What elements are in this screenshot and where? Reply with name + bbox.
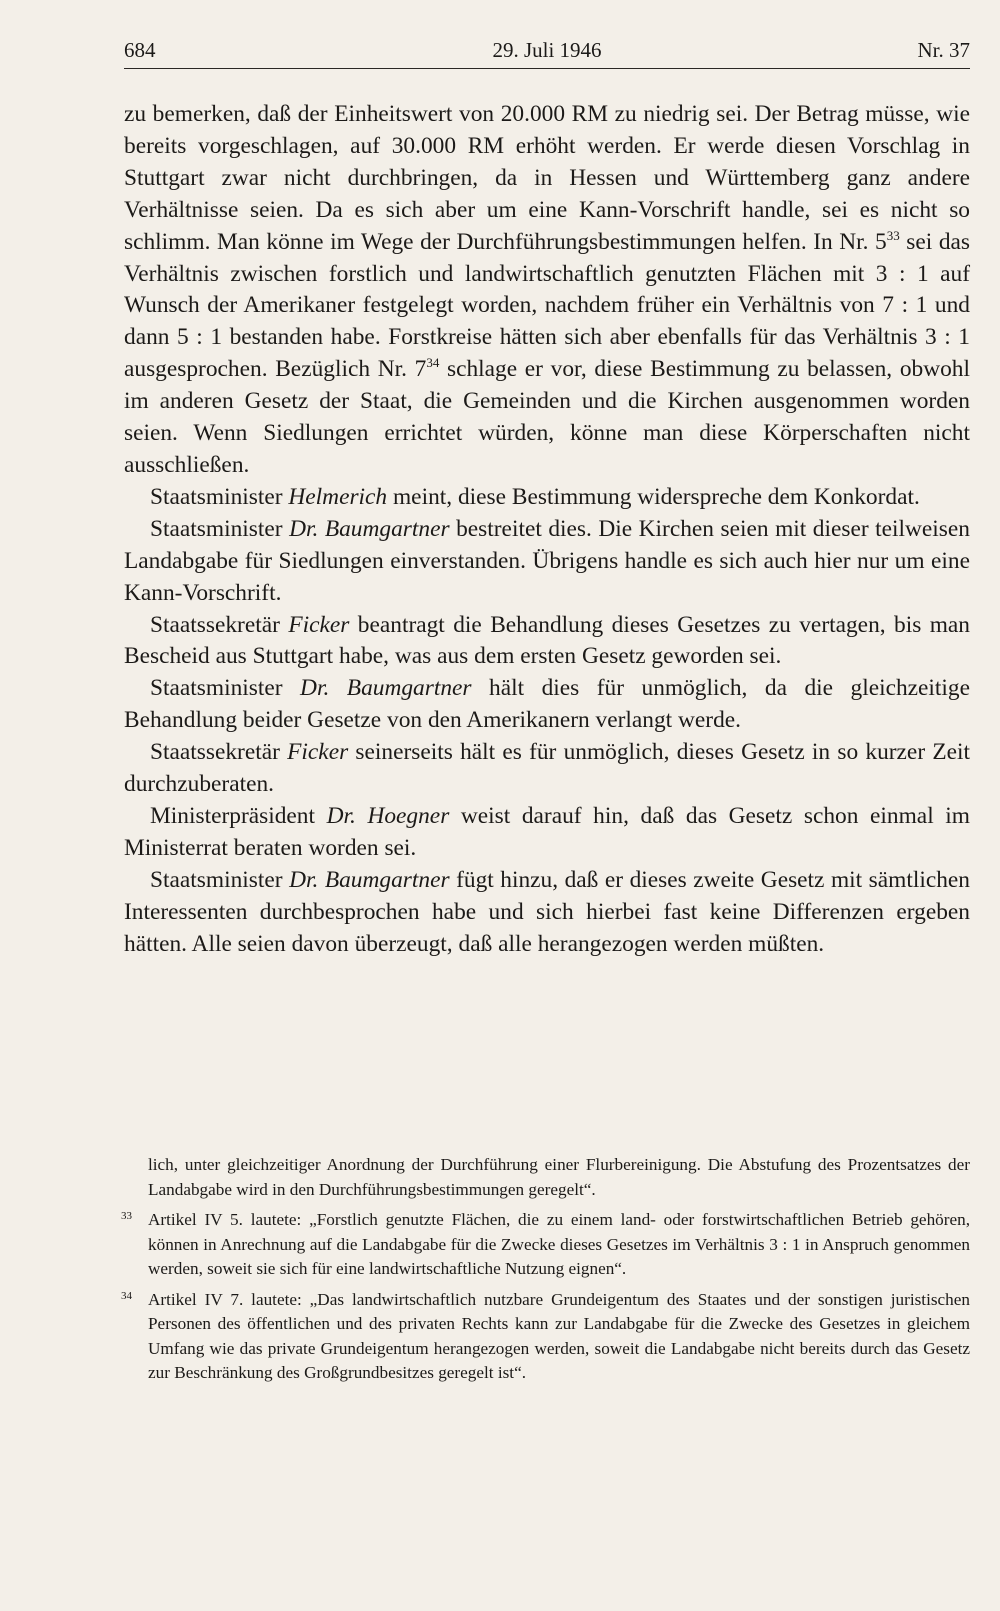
speaker-title: Ministerpräsident	[150, 802, 316, 829]
paragraph	[124, 801, 970, 865]
speaker-title: Staatssekretär	[150, 739, 280, 766]
text-run: weist darauf hin, daß das Gesetz schon einmal im Ministerrat beraten worden sei.	[124, 802, 970, 861]
footnote-number: 33	[121, 1210, 132, 1222]
speaker-name: Dr. Baumgartner	[289, 515, 450, 542]
speaker-name: Dr. Baumgartner	[289, 866, 450, 893]
running-header	[124, 38, 970, 69]
speaker-name: Dr. Hoegner	[326, 802, 450, 829]
main-text	[124, 99, 970, 960]
footnote-ref-33: 33	[886, 227, 900, 243]
paragraph	[124, 99, 970, 482]
paragraph	[124, 610, 970, 674]
paragraph	[124, 737, 970, 801]
footnote-ref-34: 34	[426, 355, 440, 371]
header-date: 29. Juli 1946	[492, 38, 602, 62]
speaker-name: Helmerich	[288, 483, 388, 510]
text-run: zu bemerken, daß der Einheitswert von 20.000 RM zu niedrig sei. Der Betrag müsse, wie bereits vorgeschlagen, auf 30.000 RM erhöht werden. Er werde diesen Vorschlag in Stuttgart zwar nicht durchbringen, da in Hessen und Württemberg ganz andere Verhältnisse seien. Da es sich aber um eine Kann-Vorschrift handle, sei es nicht so schlimm. Man könne im Wege der Durchführungsbestimmungen helfen. In Nr. 5	[124, 101, 970, 255]
speaker-name: Ficker	[287, 739, 349, 766]
speaker-title: Staatsminister	[150, 675, 283, 702]
speaker-title: Staatsminister	[150, 866, 283, 893]
paragraph	[124, 673, 970, 737]
text-run: seinerseits hält es für unmöglich, dieses Gesetz in so kurzer Zeit durchzuberaten.	[124, 739, 970, 798]
speaker-name: Ficker	[288, 611, 350, 638]
speaker-title: Staatsminister	[150, 515, 283, 542]
text-run: hält dies für unmöglich, da die gleichzeitige Behandlung beider Gesetze von den Amerikanern verlangt werde.	[124, 675, 971, 734]
text-run: beantragt die Behandlung dieses Gesetzes zu vertagen, bis man Bescheid aus Stuttgart habe, was aus dem ersten Gesetz geworden sei.	[124, 611, 970, 670]
footnote-text: Artikel IV 7. lautete: „Das landwirtschaftlich nutzbare Grundeigentum des Staates und der sonstigen juristischen Personen des öffentlichen und des privaten Rechts kann zur Landabgabe für die Zwecke des Gesetzes in gleichem Umfang wie das private Grundeigentum herangezogen werden, soweit die Landabgabe nicht bereits durch das Gesetz zur Beschränkung des Großgrundbesitzes geregelt ist“.	[148, 1289, 970, 1382]
speaker-title: Staatsminister	[150, 483, 283, 510]
footnote-text: lich, unter gleichzeitiger Anordnung der Durchführung einer Flurbereinigung. Die Abstufung des Prozentsatzes der Landabgabe wird in den Durchführungsbestimmungen geregelt“.	[148, 1155, 970, 1199]
paragraph	[124, 514, 970, 610]
text-run: bestreitet dies. Die Kirchen seien mit dieser teilweisen Landabgabe für Siedlungen einverstanden. Übrigens handle es sich auch hier nur um eine Kann-Vorschrift.	[124, 515, 970, 606]
text-run: schlage er vor, diese Bestimmung zu belassen, obwohl im anderen Gesetz der Staat, die Gemeinden und die Kirchen ausgenommen worden seien. Wenn Siedlungen errichtet würden, könne man diese Körperschaften nicht ausschließen.	[124, 356, 970, 478]
issue-number: Nr. 37	[917, 38, 970, 62]
paragraph	[124, 482, 970, 514]
page-number: 684	[124, 38, 156, 62]
footnote-number: 34	[121, 1289, 132, 1302]
footnotes	[121, 1153, 970, 1392]
speaker-name: Dr. Baumgartner	[300, 675, 472, 702]
text-run: meint, diese Bestimmung widerspreche dem Konkordat.	[387, 483, 920, 510]
footnote-continuation	[148, 1153, 970, 1202]
text-run: sei das Verhältnis zwischen forstlich und landwirtschaftlich genutzten Flächen mit 3 : 1 auf Wunsch der Amerikaner festgelegt worden, nachdem früher ein Verhältnis von 7 : 1 und dann 5 : 1 bestanden habe. Forstkreise hätten sich aber ebenfalls für das Verhältnis 3 : 1 ausgesprochen. Bezüglich Nr. 7	[124, 228, 971, 383]
footnote-34	[121, 1288, 970, 1386]
paragraph	[124, 865, 970, 961]
footnote-33	[121, 1208, 970, 1282]
text-run: fügt hinzu, daß er dieses zweite Gesetz mit sämtlichen Interessenten durchbesprochen habe und sich hierbei fast keine Differenzen ergeben hätten. Alle seien davon überzeugt, daß alle herangezogen werden müßten.	[124, 866, 970, 957]
footnote-text: Artikel IV 5. lautete: „Forstlich genutzte Flächen, die zu einem land- oder forstwirtschaftlichen Betrieb gehören, können in Anrechnung auf die Landabgabe für die Zwecke dieses Gesetzes im Verhältnis 3 : 1 in Anspruch genommen werden, soweit sie sich für eine landwirtschaftliche Nutzung eignen“.	[148, 1210, 970, 1278]
speaker-title: Staatssekretär	[150, 611, 280, 638]
